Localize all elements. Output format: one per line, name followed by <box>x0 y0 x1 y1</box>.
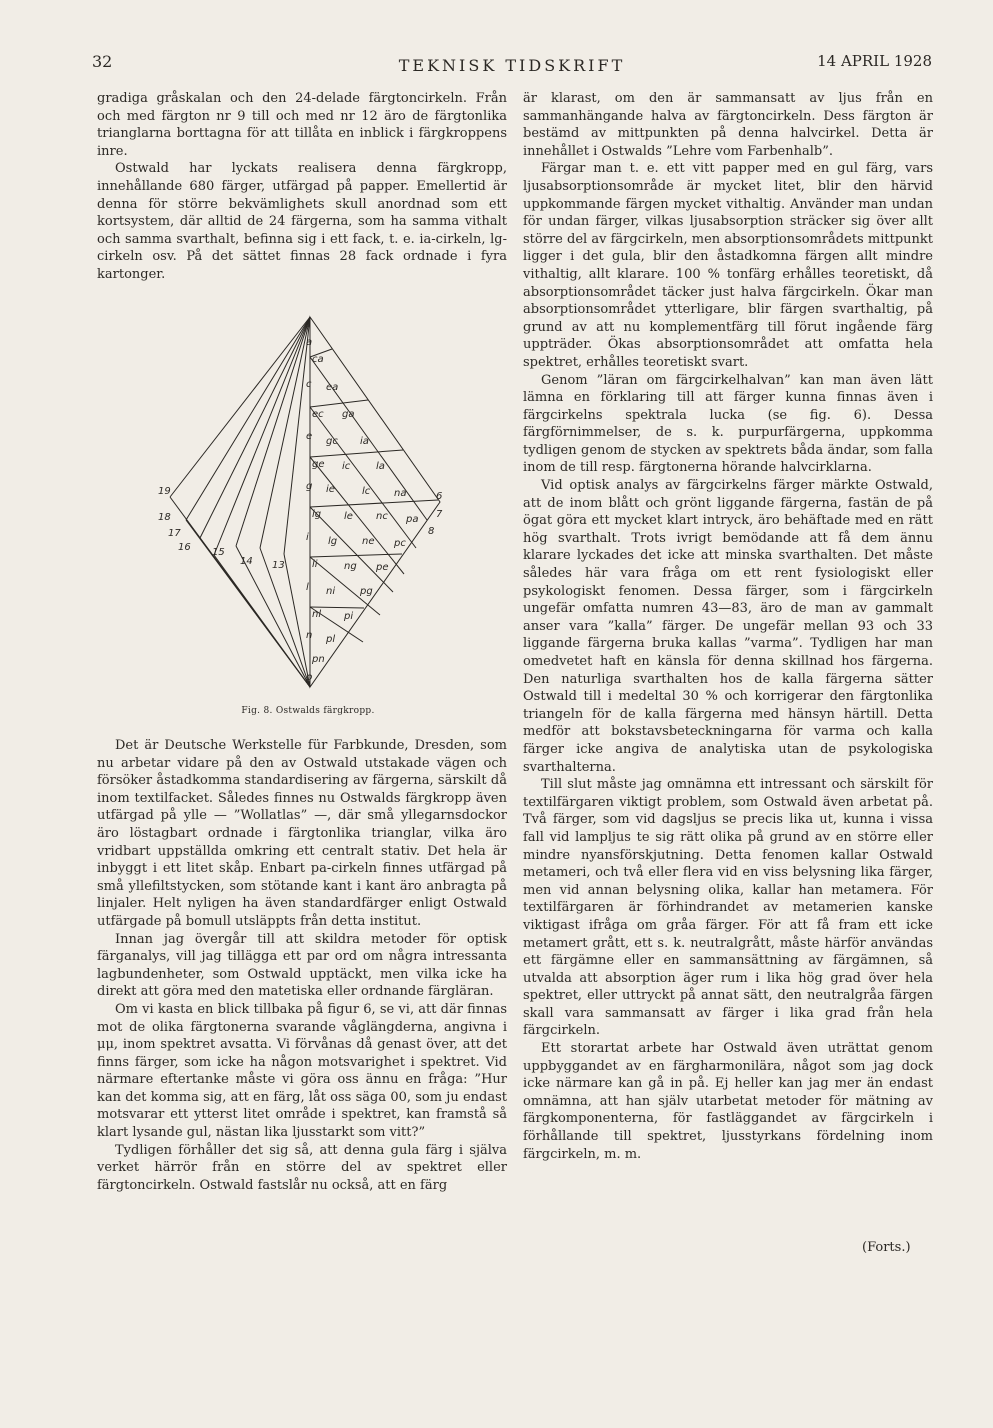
grid-label: pc <box>394 538 406 549</box>
paragraph: Ett storartat arbete har Ostwald även uträttat genom uppbyggandet av en färgharmonilära, något som jag dock icke närmare kan gå in på. Ej heller kan jag mer än endast omnämna, att han själv utarbetat metoder för mätning av färgkomponenterna, för fastläggandet av färgcirkeln i förhållande till spektret, ljusstyrkans fördelning inom färgcirkeln, m. m. <box>523 1041 933 1162</box>
figure-line <box>214 555 313 687</box>
grid-label: lg <box>328 536 338 547</box>
grid-label: gc <box>326 436 338 447</box>
grid-label: pg <box>360 586 373 597</box>
paragraph: Genom ”läran om färgcirkelhalvan” kan man även lätt lämna en förklaring till att färger kunna finnas även i färgcirkelns spektrala lucka (se fig. 6). Dessa färgförnimmelser, de s. k. purpurfärgerna, uppkomma tydligen genom de stycken av spektrets båda ändar, som falla inom de till resp. färgtonerna hörande halvcirklarna. <box>523 372 933 476</box>
paragraph: är klarast, om den är sammansatt av ljus från en sammanhängande halva av färgtoncirkeln. Dess färgton är bestämd av mittpunkten på denna halvcirkel. Detta är innehållet i Ostwalds ”Lehre vom Farbenhalb”. <box>523 91 933 159</box>
paragraph: Tydligen förhåller det sig så, att denna gula färg i själva verket härrör från en större del av spektret eller färgtoncirkeln. Ostwald fastslår nu också, att en färg <box>97 1142 507 1193</box>
grid-label: p <box>306 672 313 683</box>
figure-label-17: 17 <box>168 528 181 539</box>
paragraph: Om vi kasta en blick tillbaka på figur 6, se vi, att där finnas mot de olika färgtonerna svarande våglängderna, angivna i μμ, inom spektret avsatta. Vi förvånas då genast över, att det finns färger, som icke ha någon motsvarighet i spektret. Vid närmare eftertanke måste vi göra oss ännu en fråga: ”Hur kan det komma sig, att en färg, låt oss säga 00, som ju endast motsvarar ett ytterst litet område i spektret, kan framstå så klart lysande gul, nästan lika ljusstarkt som vitt?” <box>97 1001 507 1141</box>
grid-label: ec <box>312 409 324 420</box>
figure-line <box>260 317 313 548</box>
page-number: 32 <box>92 52 113 71</box>
grid-label: ni <box>326 586 336 597</box>
figure-line <box>310 500 438 507</box>
figure-label-6: 6 <box>436 491 443 502</box>
figure-line <box>214 317 313 555</box>
paragraph: Innan jag övergår till att skildra metoder för optisk färganalys, vill jag tillägga ett par ord om några intressanta lagbundenheter, som Ostwald upptäckt, men vilka icke ha direkt att göra med den matetiska eller ordnande färgläran. <box>97 931 507 1000</box>
paragraph: Till slut måste jag omnämna ett intressant och särskilt för textilfärgaren viktigt problem, som Ostwald även arbetat på. Två färger, som vid dagsljus se precis lika ut, kunna i vissa fall vid lampljus te sig rätt olika på grund av en större eller mindre nyansförskjutning. Detta fenomen kallar Ostwald metameri, och två eller flera vid en viss belysning lika färger, men vid annan belysning olika, kallar han metamera. För textilfärgaren är förhindrandet av metamerien kanske viktigast ifråga om gråa färger. För att få fram ett icke metamert grått, ett s. k. neutralgrått, måste härför användas ett färgämne eller en sammansättning av färgämnen, så utvalda att absorption äger rum i lika hög grad över hela spektret, eller uttryckt på annat sätt, den neutralgråa färgen skall vara sammansatt av färger i lika grad från hela färgcirkeln. <box>523 777 933 1039</box>
grid-label: ic <box>342 461 351 472</box>
figure-line <box>260 548 313 687</box>
grid-label: n <box>306 630 313 641</box>
grid-label: c <box>306 379 312 390</box>
grid-label: ca <box>312 354 324 365</box>
grid-label: nc <box>376 511 388 522</box>
continued-note: (Forts.) <box>862 1240 911 1255</box>
figure-label-14: 14 <box>240 556 253 567</box>
paragraph: Vid optisk analys av färgcirkelns färger märkte Ostwald, att de inom blått och grönt liggande färgerna, fastän de på ögat göra ett mycket klart intryck, äro behäftade med en rätt hög svarthalt. Trots ivrigt bemödande att få dem ännu klarare lyckades det icke att minska svarthalten. Det måste således här vara fråga om ett rent fysiologiskt eller psykologiskt fenomen. Dessa färger, som i färgcirkeln ungefär omfatta numren 43—83, äro de man av gammalt anser vara ”kalla” färger. De ungefär mellan 93 och 33 liggande färgerna bruka kallas ”varma”. Tydligen har man omedvetet haft en känsla för denna skillnad hos färgerna. Den naturliga svarthalten hos de kalla färgerna sätter Ostwald till i medeltal 30 % och korrigerar den färgtonlika triangeln för de kalla färgerna med hänsyn härtill. Detta medför att bokstavsbeteckningarna för varma och kalla färger icke angiva de analytiska utan de psykologiska svarthalterna. <box>523 478 933 775</box>
figure-triangle <box>310 317 443 687</box>
paragraph: Färgar man t. e. ett vitt papper med en gul färg, vars ljusabsorptionsområde är mycket litet, blir den härvid uppkommande färgen mycket vithaltig. Använder man undan för undan färger, vilkas ljusabsorption sträcker sig över allt större del av färgcirkeln, men absorptionsområdets mittpunkt ligger i det gula, blir den åstadkomna färgen allt mindre vithaltig, allt klarare. 100 % tonfärg erhålles teoretiskt, då absorptionsområdet täcker just halva färgcirkeln. Ökar man absorptionsområdet ytterligare, blir färgen svarthaltig, på grund av att nu komplementfärg till förut ingående färg uppträder. Ökas absorptionsområdet att omfatta hela spektret, erhålles teoretiskt svart. <box>523 161 933 370</box>
grid-label: ga <box>342 409 355 420</box>
grid-label: li <box>312 559 318 570</box>
paragraph: Ostwald har lyckats realisera denna färgkropp, innehållande 680 färger, utfärgad på papper. Emellertid är denna för större bekvämlighets skull anordnad som ett kortsystem, där alltid de 24 färgerna, som ha samma vithalt och samma svarthalt, befinna sig i ett fack, t. e. ia-cirkeln, lg-cirkeln osv. På det sättet finnas 28 fack ordnade i fyra kartonger. <box>97 161 507 282</box>
grid-label: ia <box>360 436 369 447</box>
right-column <box>523 90 933 1163</box>
grid-label: pn <box>312 654 325 665</box>
issue-date: 14 APRIL 1928 <box>817 52 932 70</box>
grid-label: nl <box>312 609 322 620</box>
page-header <box>92 52 932 78</box>
color-solid-figure <box>150 312 470 707</box>
grid-label: ng <box>344 561 357 572</box>
left-column-top <box>97 90 507 284</box>
figure-line <box>200 317 313 538</box>
grid-label: lc <box>362 486 371 497</box>
figure-caption: Fig. 8. Ostwalds färgkropp. <box>241 706 375 716</box>
paragraph: Det är Deutsche Werkstelle für Farbkunde, Dresden, som nu arbetar vidare på den av Ostwald utstakade vägen och försöker åstadkomma standardisering av färgerna, särskilt då inom textilfacket. Således finnes nu Ostwalds färgkropp även utfärgad på ylle — ”Wollatlas” —, där små yllegarnsdockor äro löstagbart ordnade i färgtonlika trianglar, vilka äro vridbart uppställda omkring ett centralt stativ. Det hela är inbyggt i ett litet skåp. Enbart pa-cirkeln finnes utfärgad på små yllefiltstycken, som stötande kant i kant äro anbragta på linjaler. Helt nyligen ha även standardfärger enligt Ostwald utfärgade på bomull utsläppts från detta institut. <box>97 738 507 929</box>
grid-label: a <box>306 337 313 348</box>
grid-label: pe <box>376 562 389 573</box>
grid-label: pi <box>344 611 354 622</box>
grid-label: na <box>394 488 407 499</box>
grid-label: g <box>306 481 313 492</box>
grid-label: ig <box>312 509 322 520</box>
grid-letter-labels <box>305 337 418 683</box>
grid-label: i <box>306 532 309 543</box>
figure-line <box>310 400 368 407</box>
figure-label-8: 8 <box>428 526 435 537</box>
journal-title: TEKNISK TIDSKRIFT <box>398 56 626 75</box>
grid-label: pl <box>326 634 336 645</box>
figure-label-15: 15 <box>212 547 225 558</box>
figure-label-16: 16 <box>178 542 191 553</box>
left-column-bottom <box>97 737 507 1194</box>
grid-label: ea <box>326 382 339 393</box>
grid-label: ge <box>312 459 325 470</box>
figure-line <box>284 554 313 687</box>
figure-line <box>310 607 364 608</box>
grid-label: ne <box>362 536 375 547</box>
grid-label: la <box>376 461 385 472</box>
paragraph: gradiga gråskalan och den 24-delade färgtoncirkeln. Från och med färgton nr 9 till och med nr 12 äro de färgtonlika trianglarna borttagna för att tillåta en inblick i färgkroppens inre. <box>97 91 507 159</box>
figure-line <box>170 317 313 497</box>
figure-line <box>310 450 403 457</box>
grid-label: l <box>306 582 309 593</box>
figure-line <box>236 317 313 546</box>
figure-label-18: 18 <box>158 512 171 523</box>
grid-label: ie <box>326 484 335 495</box>
figure-label-19: 19 <box>158 486 171 497</box>
figure-label-7: 7 <box>436 509 443 520</box>
figure-label-13: 13 <box>272 560 285 571</box>
grid-label: e <box>306 431 313 442</box>
grid-label: le <box>344 511 353 522</box>
grid-label: pa <box>406 514 419 525</box>
